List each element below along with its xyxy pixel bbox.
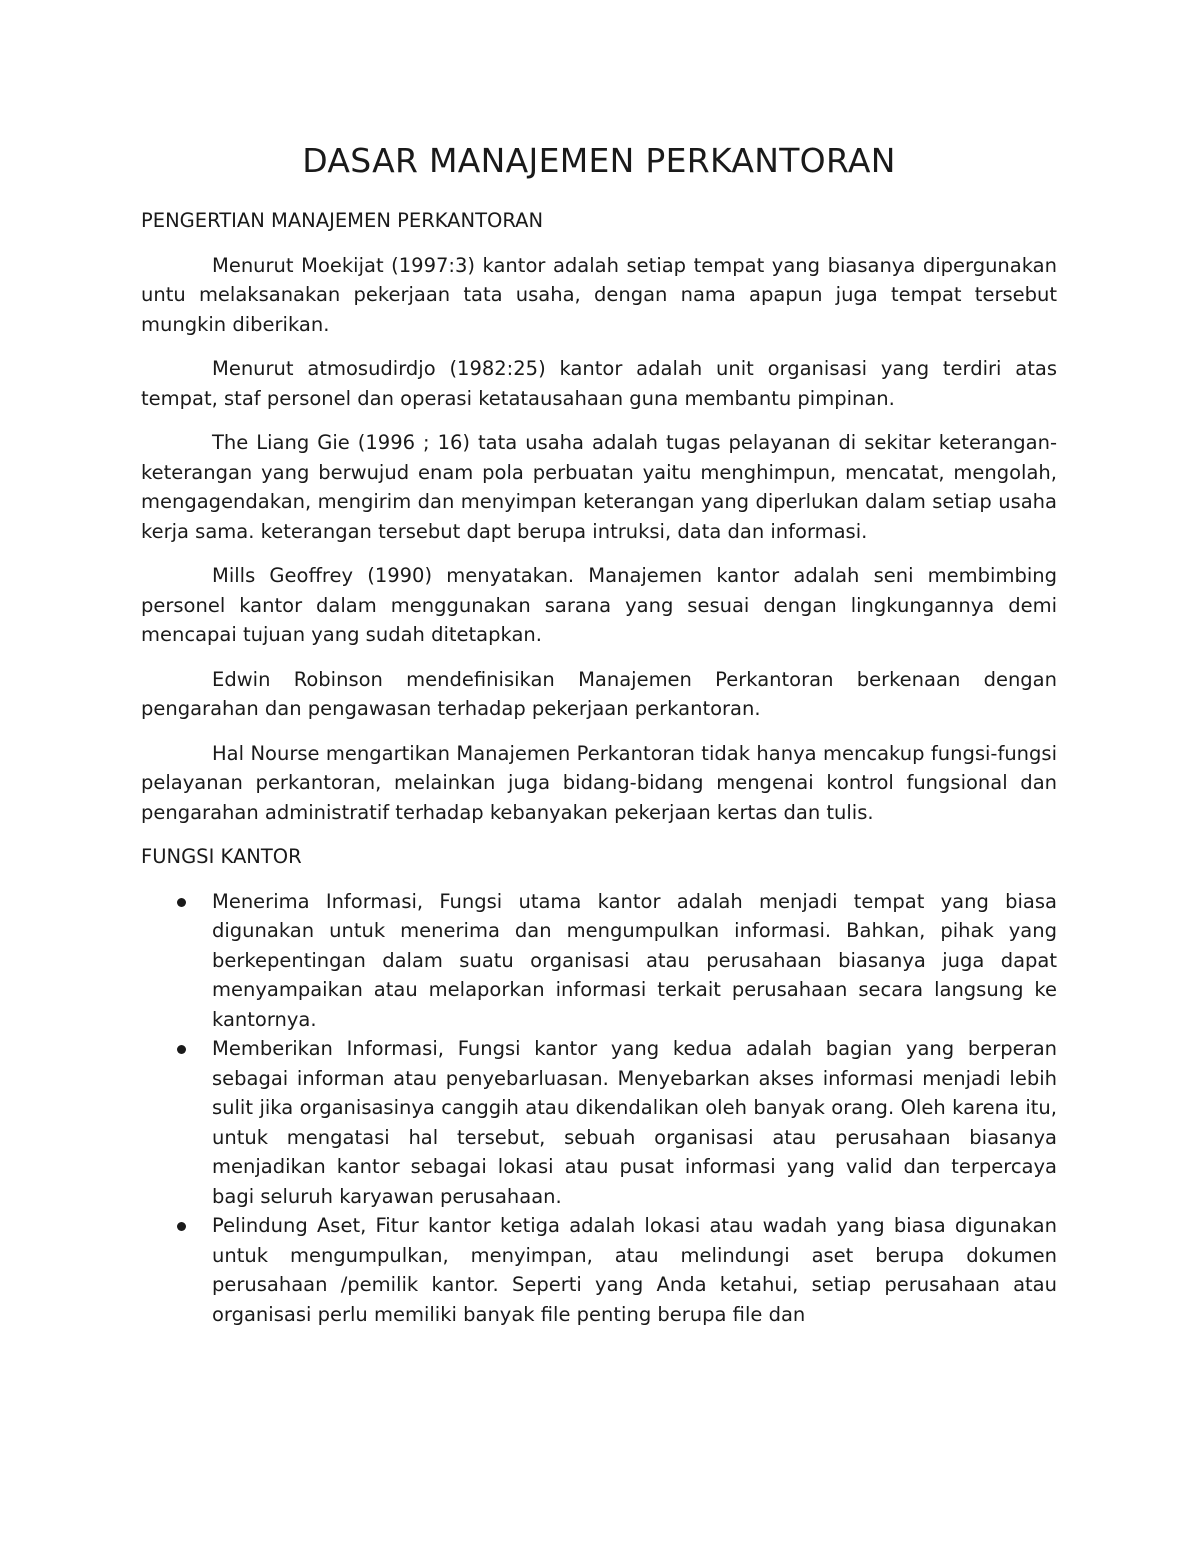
paragraph-mills-geoffrey: Mills Geoffrey (1990) menyatakan. Manajemen kantor adalah seni membimbing personel kantor dalam menggunakan sarana yang sesuai dengan lingkungannya demi mencapai tujuan yang sudah ditetapkan. — [141, 564, 1057, 646]
section-heading-pengertian: PENGERTIAN MANAJEMEN PERKANTORAN — [141, 209, 544, 232]
document-title: DASAR MANAJEMEN PERKANTORAN — [302, 141, 896, 180]
paragraph-atmosudirdjo: Menurut atmosudirdjo (1982:25) kantor adalah unit organisasi yang terdiri atas tempat, staf personel dan operasi ketatausahaan guna membantu pimpinan. — [141, 357, 1057, 410]
fungsi-kantor-list — [141, 887, 1057, 1330]
bullet-icon — [177, 1045, 186, 1054]
list-item — [141, 1034, 1057, 1211]
document-page — [141, 138, 1057, 1329]
list-item — [141, 887, 1057, 1035]
bullet-icon — [177, 1222, 186, 1231]
list-item-text: Menerima Informasi, Fungsi utama kantor adalah menjadi tempat yang biasa digunakan untuk menerima dan mengumpulkan informasi. Bahkan, pihak yang berkepentingan dalam suatu organisasi atau perusahaan biasanya juga dapat menyampaikan atau melaporkan informasi terkait perusahaan secara langsung ke kantornya. — [212, 889, 1057, 1031]
section-heading-fungsi-kantor: FUNGSI KANTOR — [141, 845, 302, 868]
paragraph-moekijat: Menurut Moekijat (1997:3) kantor adalah setiap tempat yang biasanya dipergunakan untu melaksanakan pekerjaan tata usaha, dengan nama apapun juga tempat tersebut mungkin diberikan. — [141, 253, 1057, 336]
bullet-icon — [177, 898, 186, 907]
paragraph-edwin-robinson: Edwin Robinson mendefinisikan Manajemen Perkantoran berkenaan dengan pengarahan dan pengawasan terhadap pekerjaan perkantoran. — [141, 667, 1057, 720]
list-item — [141, 1211, 1057, 1329]
paragraph-hal-nourse: Hal Nourse mengartikan Manajemen Perkantoran tidak hanya mencakup fungsi-fungsi pelayanan perkantoran, melainkan juga bidang-bidang mengenai kontrol fungsional dan pengarahan administratif terhadap kebanyakan pekerjaan kertas dan tulis. — [141, 741, 1057, 824]
paragraph-liang-gie: The Liang Gie (1996 ; 16) tata usaha adalah tugas pelayanan di sekitar keterangan-keterangan yang berwujud enam pola perbuatan yaitu menghimpun, mencatat, mengolah, mengagendakan, mengirim dan menyimpan keterangan yang diperlukan dalam setiap usaha kerja sama. keterangan tersebut dapt berupa intruksi, data dan informasi. — [141, 431, 1057, 543]
list-item-text: Pelindung Aset, Fitur kantor ketiga adalah lokasi atau wadah yang biasa digunakan untuk mengumpulkan, menyimpan, atau melindungi aset berupa dokumen perusahaan /pemilik kantor. Seperti yang Anda ketahui, setiap perusahaan atau organisasi perlu memiliki banyak file penting berupa file dan — [212, 1214, 1057, 1326]
list-item-text: Memberikan Informasi, Fungsi kantor yang kedua adalah bagian yang berperan sebagai informan atau penyebarluasan. Menyebarkan akses informasi menjadi lebih sulit jika organisasinya canggih atau dikendalikan oleh banyak orang. Oleh karena itu, untuk mengatasi hal tersebut, sebuah organisasi atau perusahaan biasanya menjadikan kantor sebagai lokasi atau pusat informasi yang valid dan terpercaya bagi seluruh karyawan perusahaan. — [212, 1037, 1057, 1208]
